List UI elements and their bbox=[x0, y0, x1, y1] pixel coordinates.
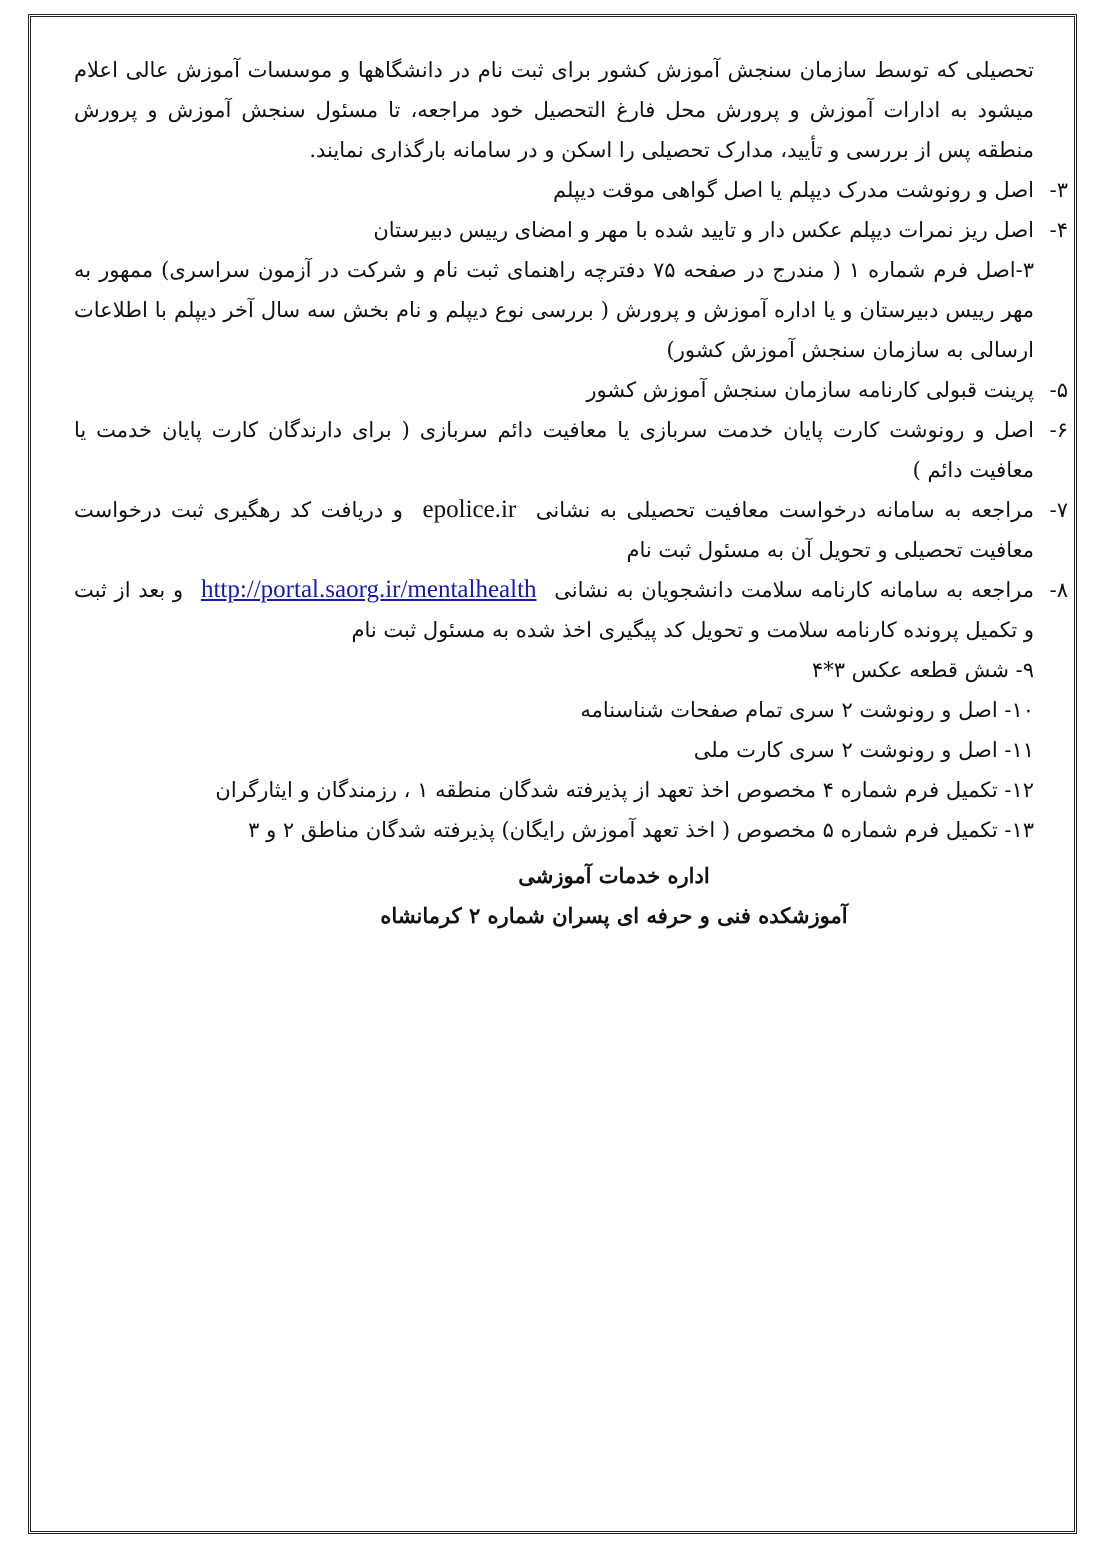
item-text: ۳-اصل فرم شماره ۱ ( مندرج در صفحه ۷۵ دفترچه راهنمای ثبت نام و شرکت در آزمون سراسری) ممهور به مهر رییس دبیرستان و یا اداره آموزش و پرورش ( بررسی نوع دیپلم و نام بخش سه سال آخر دیپلم با اطلاعات ارسالی به سازمان سنجش آموزش کشور) bbox=[74, 258, 1034, 362]
item-text-after: و بعد از ثبت و تکمیل پرونده کارنامه سلامت و تحویل کد پیگیری اخذ شده به مسئول ثبت نام bbox=[74, 578, 1034, 642]
list-item-9 bbox=[74, 650, 1034, 690]
intro-paragraph: تحصیلی که توسط سازمان سنجش آموزش کشور برای ثبت نام در دانشگاهها و موسسات آموزش عالی اعلام میشود به ادارات آموزش و پرورش محل فارغ التحصیل خود مراجعه، تا مسئول سنجش آموزش و پرورش منطقه پس از بررسی و تأیید، مدارک تحصیلی را اسکن و در سامانه بارگذاری نمایند. bbox=[74, 58, 1034, 162]
item-number: ۷- bbox=[1049, 498, 1068, 522]
list-item-10 bbox=[74, 690, 1034, 730]
item-text-before: مراجعه به سامانه کارنامه سلامت دانشجویان به نشانی bbox=[554, 578, 1034, 602]
item-number: ۵- bbox=[1049, 378, 1068, 402]
item-number: ۸- bbox=[1049, 578, 1068, 602]
list-item-13 bbox=[74, 810, 1034, 850]
item-text: ۱۱- اصل و رونوشت ۲ سری کارت ملی bbox=[693, 738, 1034, 762]
office-name: اداره خدمات آموزشی bbox=[518, 863, 710, 888]
item-text: ۱۲- تکمیل فرم شماره ۴ مخصوص اخذ تعهد از پذیرفته شدگان منطقه ۱ ، رزمندگان و ایثارگران bbox=[215, 778, 1034, 802]
item-number: ۶- bbox=[1049, 418, 1068, 442]
list-item-8 bbox=[74, 570, 1068, 650]
list-item-6 bbox=[74, 410, 1068, 490]
item-text: ۱۳- تکمیل فرم شماره ۵ مخصوص ( اخذ تعهد آموزش رایگان) پذیرفته شدگان مناطق ۲ و ۳ bbox=[248, 818, 1034, 842]
item-text-before: مراجعه به سامانه درخواست معافیت تحصیلی به نشانی bbox=[535, 498, 1034, 522]
item-number: ۳- bbox=[1049, 178, 1068, 202]
item-text: ۱۰- اصل و رونوشت ۲ سری تمام صفحات شناسنامه bbox=[580, 698, 1034, 722]
mentalhealth-link[interactable]: http://portal.saorg.ir/mentalhealth bbox=[200, 576, 537, 603]
item-text: اصل و رونوشت مدرک دیپلم یا اصل گواهی موقت دیپلم bbox=[553, 178, 1034, 202]
list-item-4 bbox=[74, 210, 1068, 250]
item-text: اصل ریز نمرات دیپلم عکس دار و تایید شده با مهر و امضای رییس دبیرستان bbox=[373, 218, 1034, 242]
institute-name: آموزشکده فنی و حرفه ای پسران شماره ۲ کرمانشاه bbox=[380, 903, 848, 928]
list-item-11 bbox=[74, 730, 1034, 770]
item-text: پرینت قبولی کارنامه سازمان سنجش آموزش کشور bbox=[586, 378, 1034, 402]
list-item-3 bbox=[74, 170, 1068, 210]
signature-block bbox=[74, 856, 1034, 936]
item-text-after: و دریافت کد رهگیری ثبت درخواست معافیت تحصیلی و تحویل آن به مسئول ثبت نام bbox=[74, 498, 1034, 562]
item-text: ۹- شش قطعه عکس ۳*۴ bbox=[811, 658, 1034, 682]
document-body bbox=[74, 50, 1068, 936]
list-item-7 bbox=[74, 490, 1068, 570]
epolice-address: epolice.ir bbox=[422, 496, 517, 523]
item-text: اصل و رونوشت کارت پایان خدمت سربازی یا معافیت دائم سربازی ( برای دارندگان کارت پایان خدمت یا معافیت دائم ) bbox=[74, 418, 1034, 482]
list-item-5 bbox=[74, 370, 1068, 410]
list-item-form-1 bbox=[74, 250, 1034, 370]
list-item-12 bbox=[74, 770, 1034, 810]
item-number: ۴- bbox=[1049, 218, 1068, 242]
